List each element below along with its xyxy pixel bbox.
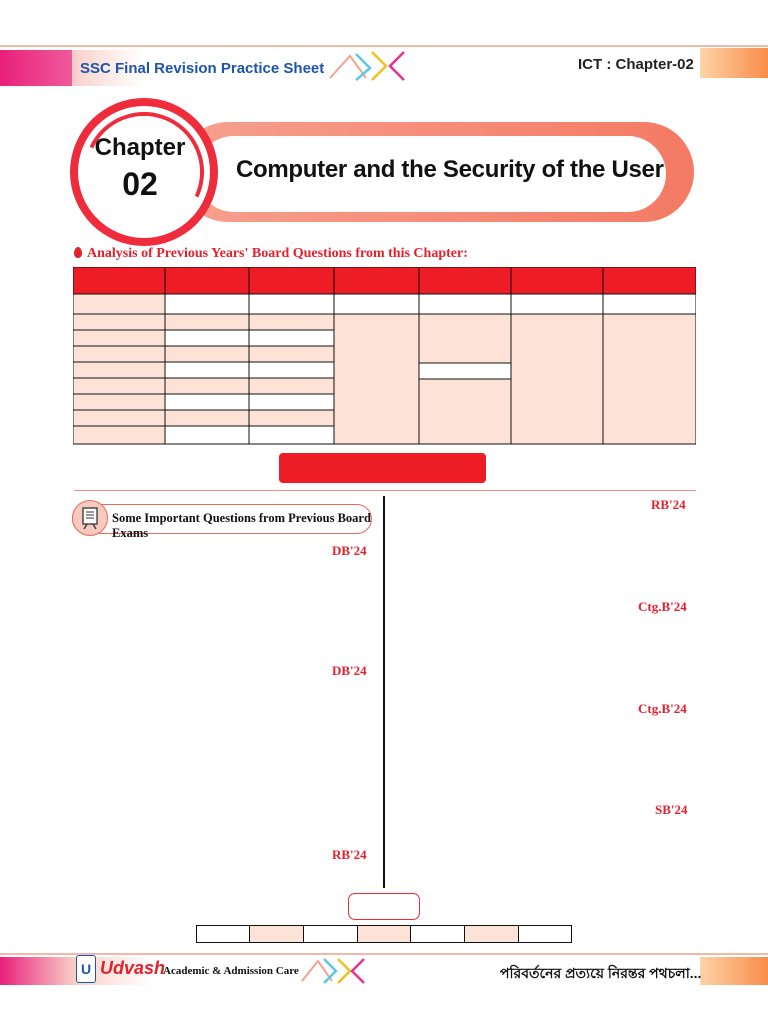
chapter-number: 02 [122, 166, 158, 202]
board-ref-left-1: DB'24 [332, 543, 367, 558]
answer-strip [196, 925, 572, 943]
analysis-heading [74, 246, 468, 262]
important-questions-label [72, 500, 372, 540]
footer-rule [0, 953, 768, 955]
chapter-reference: ICT : Chapter-02 [578, 56, 694, 73]
board-icon [72, 500, 108, 536]
chevron-decoration-icon [326, 48, 412, 84]
header-right-band [700, 48, 768, 78]
udvash-logo-icon: U [76, 955, 96, 983]
board-ref-right-3: Ctg.B'24 [638, 701, 687, 716]
header-rule [0, 45, 768, 47]
page-number-box [348, 893, 420, 920]
sheet-title: SSC Final Revision Practice Sheet [80, 60, 325, 77]
section-divider [74, 490, 696, 491]
brand-subtitle: Academic & Admission Care [163, 965, 299, 977]
footer-chevron-decoration-icon [300, 955, 370, 985]
footer-tagline: পরিবর্তনের প্রত্যয়ে নিরন্তর পথচলা... [500, 965, 702, 981]
board-ref-left-2: DB'24 [332, 663, 367, 678]
analysis-heading-text: Analysis of Previous Years' Board Questions from this Chapter: [87, 246, 468, 261]
analysis-table [73, 267, 696, 445]
column-divider [383, 496, 385, 888]
header-pink-block [0, 50, 72, 86]
board-ref-right-1: RB'24 [651, 497, 686, 512]
board-ref-left-3: RB'24 [332, 847, 367, 862]
chapter-word: Chapter [94, 134, 186, 161]
red-label-bar [279, 453, 486, 483]
chapter-title: Computer and the Security of the User [236, 156, 664, 183]
footer-right-band [700, 957, 768, 985]
drop-icon [74, 247, 82, 258]
important-questions-text: Some Important Questions from Previous Board Exams [112, 511, 371, 540]
board-ref-right-4: SB'24 [655, 802, 688, 817]
board-ref-right-2: Ctg.B'24 [638, 599, 687, 614]
brand-name: Udvash [100, 958, 166, 978]
